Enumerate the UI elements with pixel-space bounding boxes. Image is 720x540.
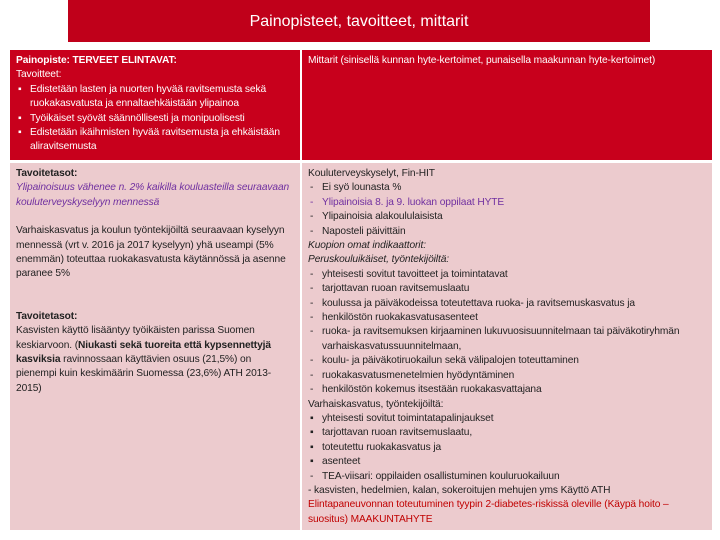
dash-icon: - — [310, 182, 314, 194]
indicator-item — [308, 412, 706, 426]
dash-icon: - — [310, 470, 314, 482]
indicator-text: yhteisesti sovitut tavoitteet ja toimintatavat — [322, 268, 508, 280]
indicators-header-cell — [302, 50, 712, 160]
target-levels-cell — [10, 163, 300, 530]
goal-text: Edistetään lasten ja nuorten hyvää ravitsemusta sekä ruokakasvatusta ja ennaltaehkäistään ylipainoa — [30, 83, 267, 110]
bullet-icon: ▪ — [310, 456, 314, 468]
bullet-icon: ▪ — [18, 127, 22, 139]
bullet-icon: ▪ — [310, 427, 314, 439]
indicator-item — [308, 282, 706, 296]
indicator-text: yhteisesti sovitut toimintatapalinjaukset — [322, 412, 494, 424]
indicator-item — [308, 268, 706, 282]
goal-text: Edistetään ikäihmisten hyvää ravitsemusta ja ehkäistään aliravitsemusta — [30, 127, 280, 153]
ath-indicator: - kasvisten, hedelmien, kalan, sokeroitujen mehujen yms Käyttö ATH — [308, 484, 611, 496]
indicator-item — [308, 196, 706, 210]
dash-icon: - — [310, 211, 314, 223]
goal-item — [16, 126, 294, 155]
indicator-item — [308, 210, 706, 224]
indicator-item — [308, 426, 706, 440]
daycare-indicators — [308, 412, 706, 484]
indicator-item — [308, 225, 706, 239]
focus-heading: Painopiste: TERVEET ELINTAVAT: — [16, 55, 177, 66]
school-heading: Peruskouluikäiset, työntekijöiltä: — [308, 254, 449, 266]
indicators-cell — [302, 163, 712, 530]
indicator-item — [308, 470, 706, 484]
slide-title: Painopisteet, tavoitteet, mittarit — [68, 0, 650, 42]
indicator-text: Ylipainoisia 8. ja 9. luokan oppilaat HYTE — [322, 196, 505, 208]
dash-icon: - — [310, 283, 314, 295]
dash-icon: - — [310, 297, 314, 309]
bullet-icon: ▪ — [310, 412, 314, 424]
indicator-item — [308, 297, 706, 311]
indicator-text: Ei syö lounasta % — [322, 182, 402, 194]
indicators-heading: Mittarit (sinisellä kunnan hyte-kertoimet, punaisella maakunnan hyte-kertoimet) — [308, 55, 656, 66]
dash-icon: - — [310, 225, 314, 237]
indicator-item — [308, 181, 706, 195]
indicator-text: tarjottavan ruoan ravitsemuslaatu, — [322, 427, 473, 439]
indicator-item — [308, 325, 706, 354]
own-indicators-heading: Kuopion omat indikaattorit: — [308, 240, 426, 252]
target-heading: Tavoitetasot: — [16, 168, 78, 179]
indicator-text: TEA-viisari: oppilaiden osallistuminen kouluruokailuun — [322, 470, 560, 482]
target-goal: Ylipainoisuus vähenee n. 2% kaikilla kouluasteilla seuraavaan kouluterveyskyselyyn mennessä — [16, 182, 290, 208]
target-goal — [16, 324, 294, 396]
target-heading: Tavoitetasot: — [16, 310, 78, 322]
goal-item — [16, 112, 294, 126]
bullet-icon: ▪ — [310, 441, 314, 453]
dash-icon: - — [310, 369, 314, 381]
bullet-icon: ▪ — [18, 112, 22, 124]
survey-indicators — [308, 181, 706, 239]
daycare-heading: Varhaiskasvatus, työntekijöiltä: — [308, 398, 444, 410]
indicator-text: Ylipainoisia alakoululaisista — [322, 211, 443, 223]
goal-text-bold: Niukasti sekä tuoreita että kypsennettyjä kasviksia — [16, 339, 271, 366]
focus-area-cell — [10, 50, 300, 160]
goal-text: Työikäiset syövät säännöllisesti ja monipuolisesti — [30, 112, 245, 124]
goal-text: Kasvisten käyttö lisääntyy työikäisten parissa Suomen keskiarvoon. ( — [16, 325, 255, 351]
indicator-intro: Kouluterveyskyselyt, Fin-HIT — [308, 168, 435, 179]
indicator-item — [308, 354, 706, 368]
dash-icon: - — [310, 326, 314, 338]
indicator-item — [308, 369, 706, 383]
dash-icon: - — [310, 312, 314, 324]
indicator-text: asenteet — [322, 456, 361, 468]
target-goal: Varhaiskasvatus ja koulun työntekijöiltä seuraavaan kyselyyn mennessä (vrt v. 2016 ja 2017 kyselyyn) yhä useampi (5% enemmän) toteuttaa ruokakasvatusta käytännössä ja asenne paranee 5% — [16, 225, 286, 280]
regional-indicator: Elintapaneuvonnan toteutuminen tyypin 2-diabetes-riskissä oleville (Käypä hoito – suositus) MAAKUNTAHYTE — [308, 499, 669, 525]
indicator-text: henkilöstön kokemus itsestään ruokakasvattajana — [322, 384, 542, 396]
indicator-item — [308, 311, 706, 325]
indicator-text: Naposteli päivittäin — [322, 225, 406, 237]
indicator-text: koulussa ja päiväkodeissa toteutettava ruoka- ja ravitsemuskasvatus ja — [322, 297, 635, 309]
indicator-text: ruokakasvatusmenetelmien hyödyntäminen — [322, 369, 515, 381]
indicator-text: tarjottavan ruoan ravitsemuslaatu — [322, 283, 470, 295]
indicator-text: henkilöstön ruokakasvatusasenteet — [322, 312, 478, 324]
dash-icon: - — [310, 355, 314, 367]
goal-text: ravinnossaan käyttävien osuus (21,5%) on pienempi kuin keskimäärin Suomessa (23,6%) ATH 2013-2015) — [16, 354, 272, 394]
school-indicators — [308, 268, 706, 398]
goals-heading: Tavoitteet: — [16, 69, 62, 81]
bullet-icon: ▪ — [18, 83, 22, 95]
indicator-item — [308, 441, 706, 455]
goals-list — [16, 83, 294, 155]
indicator-item — [308, 455, 706, 469]
dash-icon: - — [310, 384, 314, 396]
indicator-item — [308, 383, 706, 397]
indicator-text: toteutettu ruokakasvatus ja — [322, 441, 442, 453]
indicator-text: ruoka- ja ravitsemuksen kirjaaminen lukuvuosisuunnitelmaan tai päiväkotiryhmän varhaiskasvatussuunnitelmaan, — [322, 326, 680, 352]
dash-icon: - — [310, 268, 314, 280]
dash-icon: - — [310, 196, 314, 208]
indicator-text: koulu- ja päiväkotiruokailun sekä välipalojen toteuttaminen — [322, 355, 579, 367]
goal-item — [16, 83, 294, 112]
